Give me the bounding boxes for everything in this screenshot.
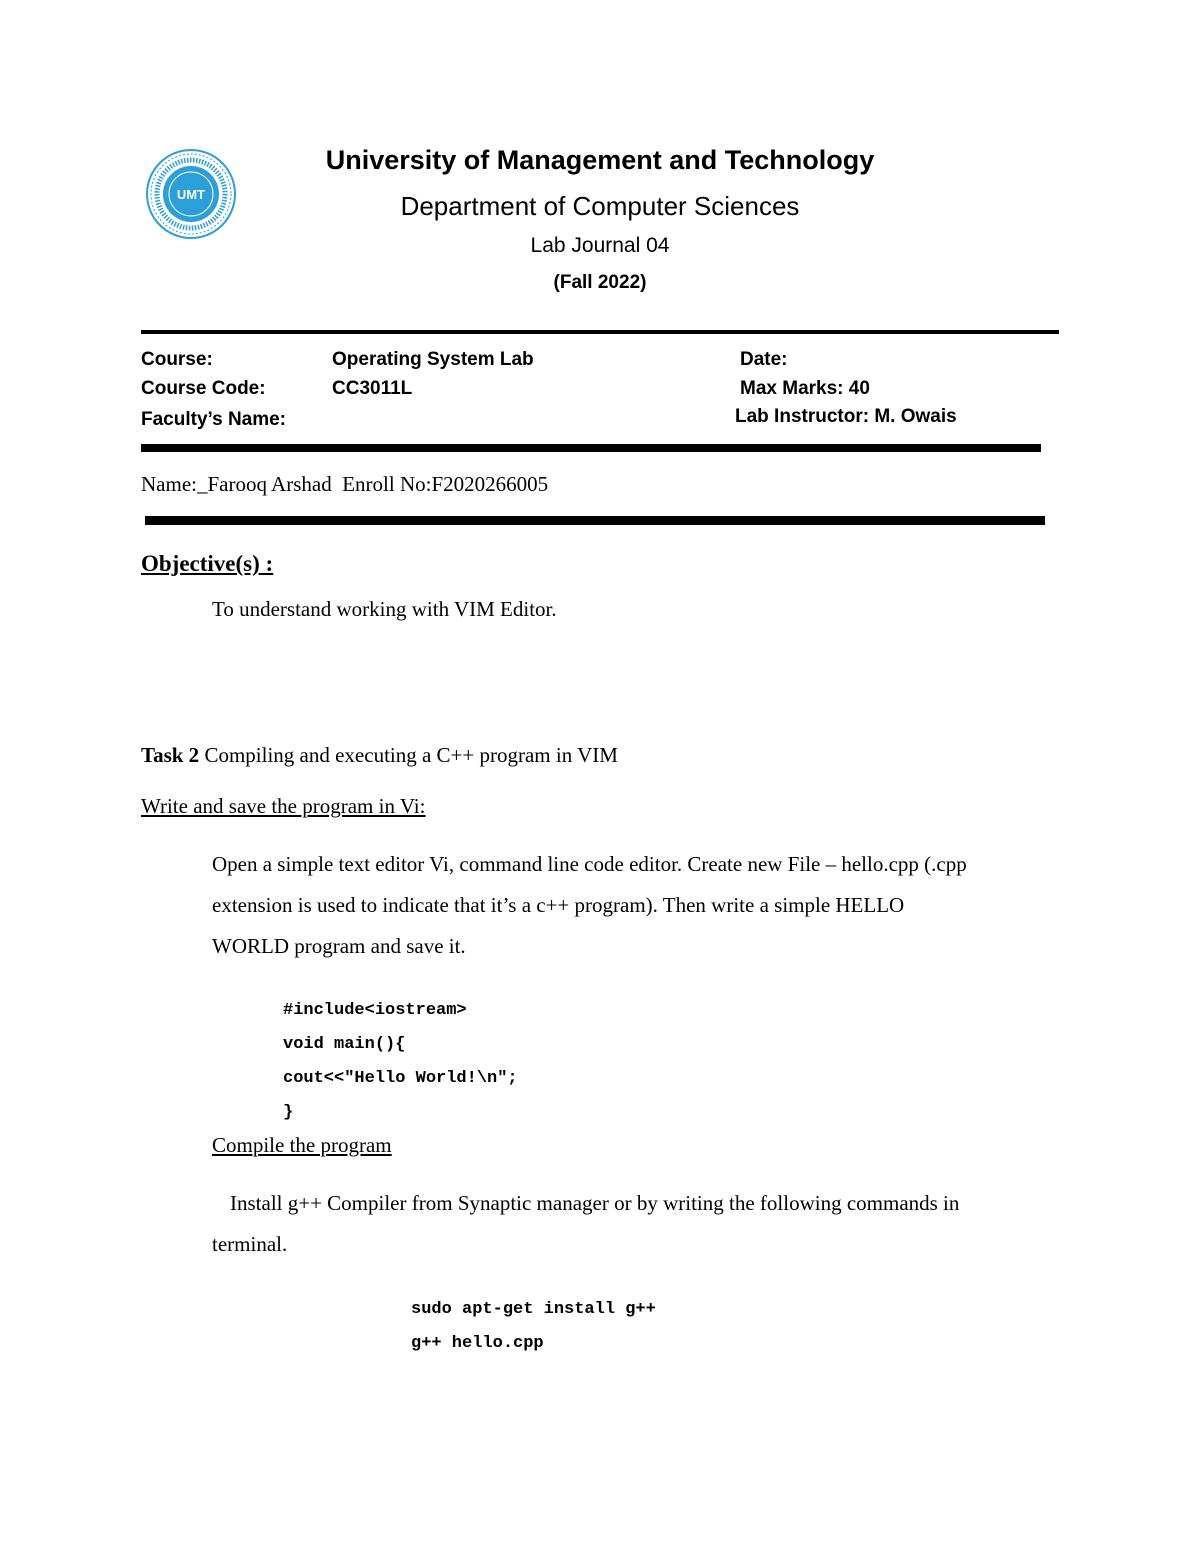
code-block [283, 994, 518, 1130]
compile-heading: Compile the program [212, 1133, 392, 1157]
write-save-heading: Write and save the program in Vi: [141, 794, 426, 818]
journal-title: Lab Journal 04 [530, 234, 670, 257]
course-code-label: Course Code: [141, 378, 266, 399]
code-line: } [283, 1103, 294, 1122]
course-label: Course: [141, 349, 213, 370]
course-code-value: CC3011L [332, 378, 413, 399]
top-divider [141, 330, 1059, 334]
command-line: g++ hello.cpp [411, 1334, 544, 1353]
paragraph-line: Open a simple text editor Vi, command line code editor. Create new File – hello.cpp (.cpp [212, 852, 967, 876]
lab-instructor-label: Lab Instructor: M. Owais [735, 406, 957, 427]
student-name-line: Name:_Farooq Arshad Enroll No:F2020266005 [141, 472, 549, 496]
install-paragraph [212, 1183, 1072, 1265]
install-line: Install g++ Compiler from Synaptic manager or by writing the following commands in [230, 1191, 960, 1215]
code-line: cout<<"Hello World!\n"; [283, 1069, 518, 1088]
department-title: Department of Computer Sciences [400, 191, 800, 221]
student-divider [145, 516, 1045, 525]
term-title: (Fall 2022) [553, 272, 647, 293]
task-label: Task 2 [141, 743, 200, 767]
command-line: sudo apt-get install g++ [411, 1300, 656, 1319]
command-block [411, 1293, 656, 1361]
course-value: Operating System Lab [332, 349, 534, 370]
code-line: void main(){ [283, 1035, 406, 1054]
paragraph-line: extension is used to indicate that it’s a c++ program). Then write a simple HELLO [212, 893, 905, 917]
paragraph-line: WORLD program and save it. [212, 934, 466, 958]
faculty-label: Faculty’s Name: [141, 409, 287, 430]
university-title: University of Management and Technology [325, 145, 875, 175]
info-divider [141, 444, 1041, 452]
date-label: Date: [740, 349, 788, 370]
objective-heading: Objective(s) : [141, 551, 274, 576]
logo-text: UMT [176, 187, 206, 202]
task-title-text: Compiling and executing a C++ program in VIM [199, 743, 618, 767]
task-title [141, 743, 618, 768]
objective-text: To understand working with VIM Editor. [212, 597, 557, 621]
install-line: terminal. [212, 1232, 288, 1256]
code-line: #include<iostream> [283, 1001, 467, 1020]
task-paragraph [212, 844, 1072, 967]
max-marks-label: Max Marks: 40 [740, 378, 870, 399]
